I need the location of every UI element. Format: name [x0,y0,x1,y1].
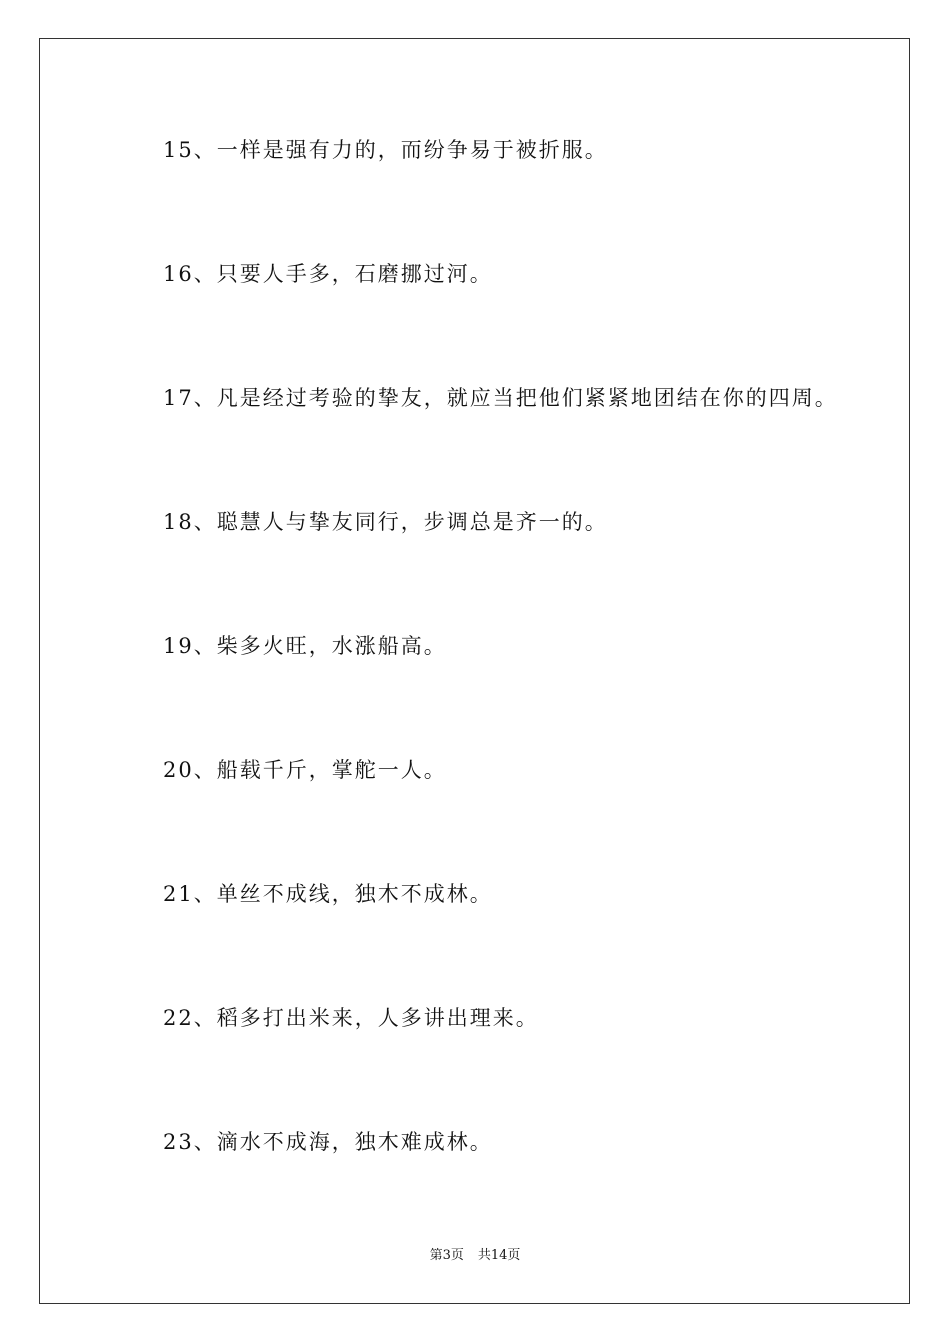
list-item: 16、只要人手多，石磨挪过河。 [163,262,493,286]
list-item: 18、聪慧人与挚友同行，步调总是齐一的。 [163,510,608,534]
list-item: 22、稻多打出米来，人多讲出理来。 [163,1006,539,1030]
list-item: 19、柴多火旺，水涨船高。 [163,634,447,658]
list-item: 15、一样是强有力的，而纷争易于被折服。 [163,138,608,162]
list-item: 21、单丝不成线，独木不成林。 [163,882,493,906]
page-number: 第3页 [429,1248,464,1263]
list-item: 23、滴水不成海，独木难成林。 [163,1130,493,1154]
list-item: 17、凡是经过考验的挚友，就应当把他们紧紧地团结在你的四周。 [163,386,838,410]
list-item: 20、船载千斤，掌舵一人。 [163,758,447,782]
page-total: 共14页 [477,1248,521,1263]
page-border [39,38,910,1304]
page-footer [0,1249,950,1262]
